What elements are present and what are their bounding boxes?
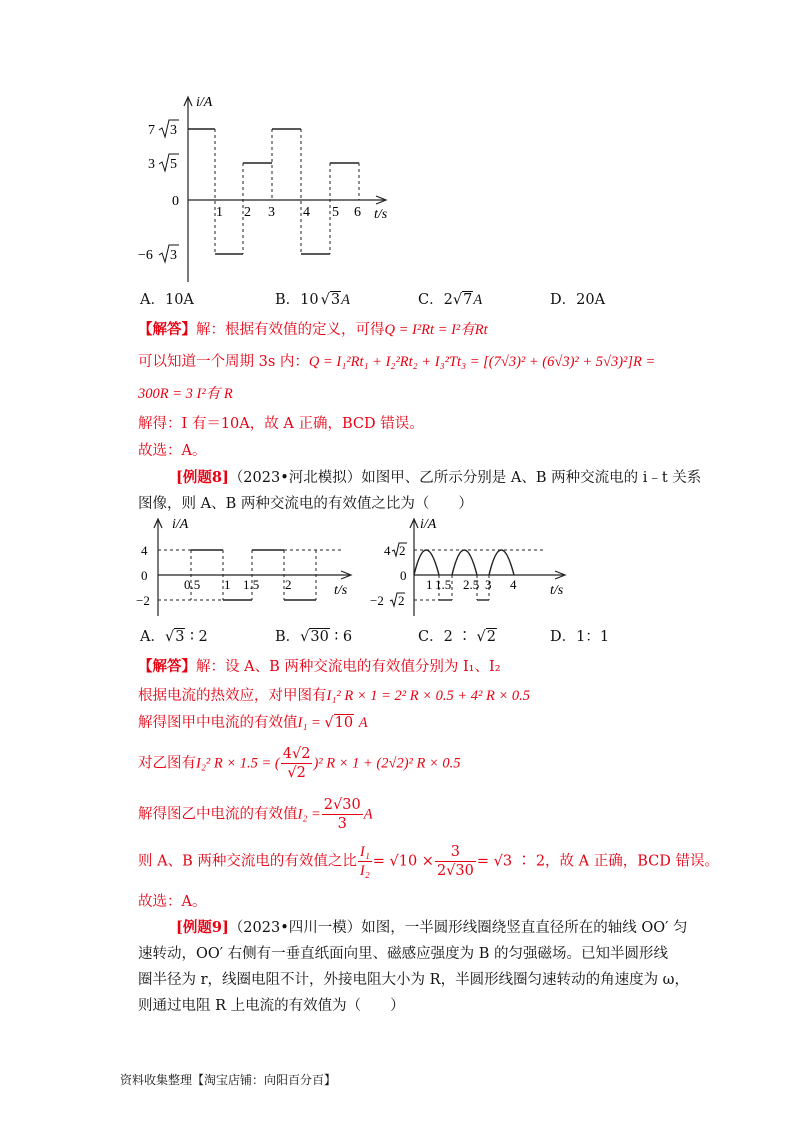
q8-answer-line-7: 故选：A。 [138,894,207,910]
svg-text:−6: −6 [138,248,153,263]
svg-text:t/s: t/s [334,583,348,598]
q8-option-b: B．√30 ∶ 6 [275,629,353,645]
q8-label: [例题8] [176,469,229,486]
q7-answer-line-2: 可以知道一个周期 3s 内：Q = I₁²Rt₁ + I₂²Rt₂ + I₃²Tt₃ = [(7√3)² + (6√3)² + 5√3)²]R = [138,354,656,370]
q8-answer-line-6: 则 A、B 两种交流电的有效值之比 $\frac{\text{I₁}}{\text{I₂}}$ = √10 × $\frac{3}{2√30}$ = √3 ∶ 2，故 A 正确，BCD 错误。 [138,844,719,879]
q8-answer-line-3: 解得图甲中电流的有效值I₁ = √10 A [138,715,368,731]
svg-text:1: 1 [426,577,433,592]
svg-text:4: 4 [384,543,391,558]
q7-answer-line-3: 300R = 3 I²有 R [138,386,233,402]
svg-text:i/A: i/A [172,517,189,532]
q7-option-b: B．10 √3A [275,292,350,308]
q8-option-a: A．√3 ∶ 2 [140,629,208,645]
q7-option-d: D．20A [550,292,606,308]
svg-text:−2: −2 [136,593,150,608]
q8-answer-line-5: 解得图乙中电流的有效值I₂ = $\frac{2√30}{3}$ A [138,797,373,832]
q9-stem-line-1: [例题9]（2023•四川一模）如图，一半圆形线圈绕竖直直径所在的轴线 OO′ 匀 [176,919,688,936]
svg-text:0: 0 [141,568,148,583]
svg-text:3: 3 [170,248,177,263]
svg-text:t/s: t/s [550,583,564,598]
graph-1-ylabel: i/A [196,95,213,110]
svg-text:4: 4 [510,577,517,592]
svg-text:2: 2 [244,205,251,220]
q8-stem-line-2: 图像，则 A、B 两种交流电的有效值之比为（ ） [138,496,473,512]
svg-text:6: 6 [354,205,361,220]
svg-text:2.5: 2.5 [463,577,480,592]
svg-text:i/A: i/A [420,517,437,532]
svg-text:2: 2 [399,543,406,558]
q8-option-c: C．2 ∶ √2 [418,629,497,645]
svg-text:7: 7 [148,123,155,138]
q7-answer-line-5: 故选：A。 [138,443,207,459]
q9-stem-line-3: 圈半径为 r，线圈电阻不计，外接电阻大小为 R，半圆形线圈匀速转动的角速度为 ω， [138,972,689,988]
q8-stem-line-1: [例题8]（2023•河北模拟）如图甲、乙所示分别是 A、B 两种交流电的 i﹣t 关系 [176,469,702,486]
svg-text:1: 1 [224,577,231,592]
svg-text:3: 3 [485,577,492,592]
svg-text:5: 5 [332,205,339,220]
q9-label: [例题9] [176,919,229,936]
svg-text:3: 3 [268,205,275,220]
svg-text:0.5: 0.5 [184,577,201,592]
q7-answer-line-4: 解得：I 有＝10A，故 A 正确，BCD 错误。 [138,416,424,432]
svg-text:3: 3 [170,123,177,138]
svg-text:1: 1 [216,205,223,220]
svg-text:3: 3 [148,157,155,172]
q7-option-c: C．2√7A [418,292,483,308]
svg-text:2: 2 [398,593,405,608]
q8-answer-line-4: 对乙图有I₂² R × 1.5 = ( $\frac{4√2}{√2}$ )² R × 1 + (2√2)² R × 0.5 [138,746,461,781]
svg-text:5: 5 [170,157,177,172]
graph-1-xlabel: t/s [374,207,388,222]
svg-text:4: 4 [141,543,148,558]
q8-option-d: D．1：1 [550,629,610,645]
graph-b [366,512,576,622]
q9-stem-line-4: 则通过电阻 R 上电流的有效值为（ ） [138,998,405,1014]
q8-answer-line-1: 【解答】解：设 A、B 两种交流电的有效值分别为 I₁、I₂ [138,658,501,675]
svg-text:2: 2 [285,577,292,592]
svg-text:0: 0 [400,568,407,583]
svg-text:−2: −2 [370,593,384,608]
q7-option-a: A．10A [140,292,194,308]
svg-text:4: 4 [303,205,310,220]
q9-stem-line-2: 速转动，OO′ 右侧有一垂直纸面向里、磁感应强度为 B 的匀强磁场。已知半圆形线 [138,946,669,962]
graph-a [138,512,363,622]
q7-answer-line-1: 【解答】解：根据有效值的定义，可得Q = I²Rt = I²有Rt [138,321,488,338]
graph-1 [130,90,400,290]
svg-text:1.5: 1.5 [435,577,452,592]
q8-answer-line-2: 根据电流的热效应，对甲图有I₁² R × 1 = 2² R × 0.5 + 4² R × 0.5 [138,688,531,704]
svg-text:1.5: 1.5 [243,577,260,592]
svg-text:0: 0 [172,194,179,209]
footer: 资料收集整理【淘宝店铺：向阳百分百】 [120,1073,337,1087]
